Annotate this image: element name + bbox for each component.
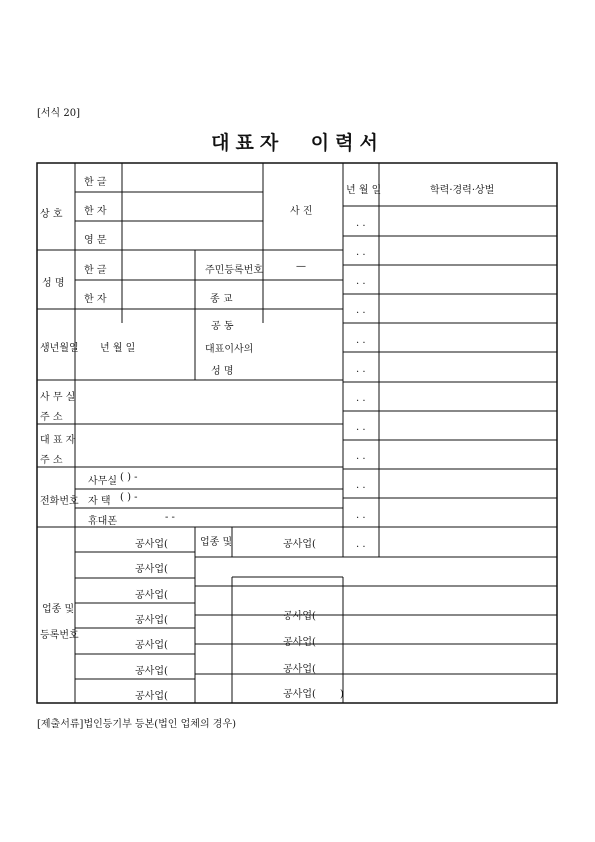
name-label: 성 명 [42,278,65,289]
phone-mobile-format: - - [165,512,175,523]
date-cell: . . [356,393,366,404]
work-row: 공사업( [135,590,168,601]
religion-label: 종 교 [210,294,233,305]
hangul-label: 한 글 [84,177,107,188]
date-cell: . . [356,335,366,346]
form-number: [서식 20] [37,108,81,119]
phone-home-label: 자 택 [88,496,111,507]
date-cell: . . [356,539,366,550]
birth-date-label: 생년월일 [40,343,79,354]
co-rep-line1: 공 동 [211,321,234,332]
form-title: 대표자 이력서 [211,132,384,154]
office-address-label-2: 주 소 [40,412,63,423]
history-content-header: 학력·경력·상벌 [430,185,495,196]
work-row: 공사업( [283,664,316,675]
resident-no-label: 주민등록번호 [205,265,263,276]
work-row: 공사업( [283,611,316,622]
work-row: 공사업( [135,666,168,677]
work-row: 공사업( [283,539,316,550]
industry-mid-label: 업종 및 [200,537,233,548]
date-cell: . . [356,218,366,229]
date-cell: . . [356,451,366,462]
phone-office-format: ( ) - [120,472,138,483]
date-cell: . . [356,364,366,375]
hanja-label: 한 자 [84,206,107,217]
industry-label-1: 업종 및 [42,604,75,615]
co-rep-line3: 성 명 [211,366,234,377]
industry-label-2: 등록번호 [40,630,79,641]
date-cell: . . [356,247,366,258]
photo-label: 사 진 [290,206,313,217]
work-row: 공사업( [135,539,168,550]
work-row: 공사업( [135,615,168,626]
date-cell: . . [356,510,366,521]
name-hangul-label: 한 글 [84,265,107,276]
phone-home-format: ( ) - [120,492,138,503]
work-row: 공사업( [283,637,316,648]
resident-no-dash: — [296,261,306,272]
birth-date-format: 년 월 일 [100,343,136,354]
date-cell: . . [356,422,366,433]
rep-address-label-2: 주 소 [40,455,63,466]
phone-mobile-label: 휴대폰 [88,516,117,527]
trade-name-label: 상 호 [40,209,63,220]
rep-address-label-1: 대 표 자 [40,435,76,446]
date-cell: . . [356,480,366,491]
english-label: 영 문 [84,235,107,246]
office-address-label-1: 사 무 실 [40,392,76,403]
work-row: 공사업( [135,564,168,575]
phone-office-label: 사무실 [88,476,117,487]
work-row: 공사업( [135,691,168,702]
co-rep-line2: 대표이사의 [205,344,254,355]
date-cell: . . [356,276,366,287]
work-row: 공사업( [135,640,168,651]
work-row: 공사업( ) [283,689,344,700]
history-date-header: 년 월 일 [346,185,382,196]
date-cell: . . [356,305,366,316]
name-hanja-label: 한 자 [84,294,107,305]
phone-label: 전화번호 [40,496,79,507]
footer-note: [제출서류]법인등기부 등본(법인 업체의 경우) [37,719,237,730]
